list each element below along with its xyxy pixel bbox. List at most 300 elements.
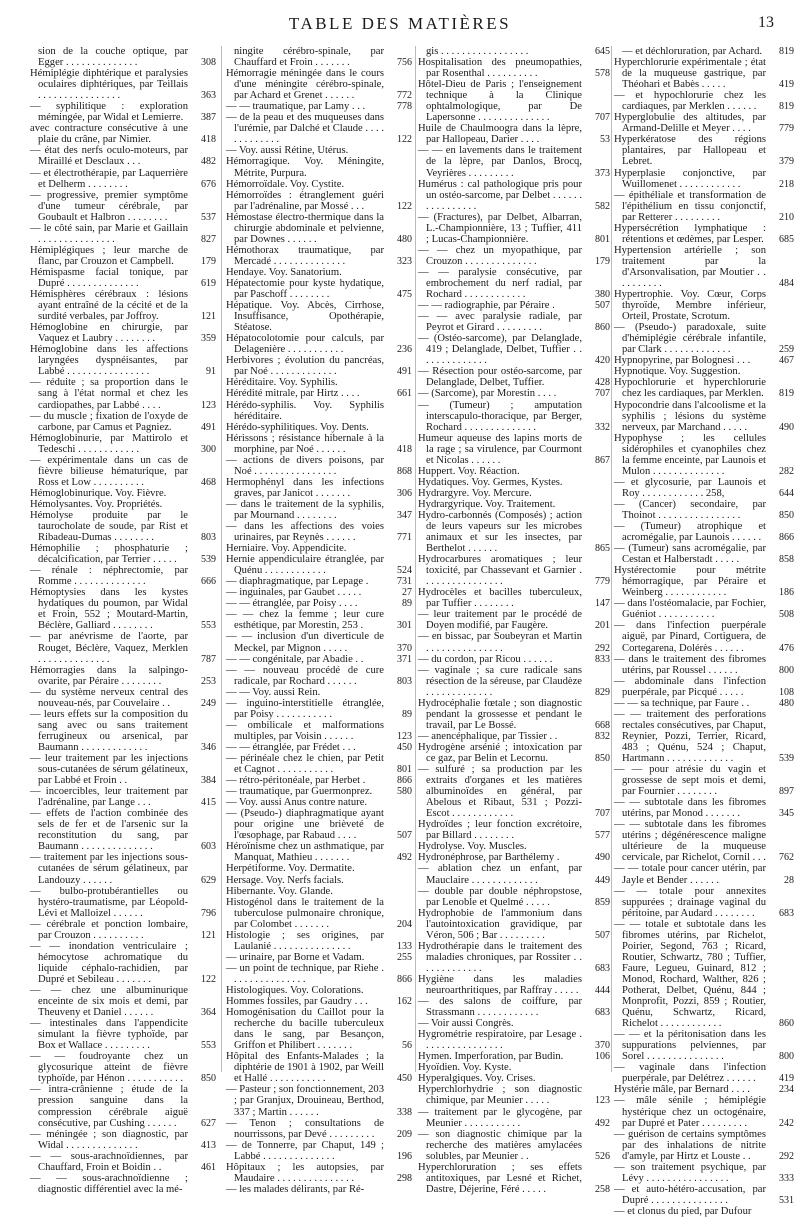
- index-entry: [614, 1062, 794, 1084]
- entry-text: — — totale pour cancer utérin, par Jayle et Bender . . . . . .: [614, 863, 766, 886]
- index-entry: [614, 676, 794, 698]
- index-entry: [614, 322, 794, 355]
- entry-text: — dans le traitement de la syphilis, par Mournand . . . . . . . .: [226, 498, 384, 521]
- entry-page-ref: 476: [779, 642, 794, 654]
- entry-text: Hydrargyre. Voy. Mercure.: [418, 487, 532, 499]
- index-entry: [226, 797, 412, 808]
- entry-text: Hémostase électro-thermique dans la chirurgie abdominale et pelvienne, par Downes . . . . . .: [226, 211, 384, 245]
- entry-page-ref: 420: [595, 355, 610, 367]
- entry-page-ref: 379: [779, 156, 794, 168]
- entry-text: — urinaire, par Borne et Vadam.: [226, 951, 365, 963]
- entry-text: — son traitement psychique, par Lévy . . . . . . . . . . . . . . . .: [614, 1161, 766, 1184]
- index-entry: [226, 930, 412, 952]
- index-entry: [30, 488, 216, 499]
- entry-page-ref: 619: [201, 277, 216, 289]
- index-entry: [226, 422, 412, 433]
- entry-page-ref: 419: [779, 79, 794, 91]
- entry-page-ref: 537: [201, 211, 216, 223]
- index-column-2: [226, 46, 412, 1195]
- entry-text: — de Tonnerre, par Chaput, 149 ; Labbé . . . . . . . . . . . . . .: [226, 1139, 384, 1162]
- entry-page-ref: 577: [595, 830, 610, 842]
- entry-text: Hernie appendiculaire étranglée, par Quénu . . . . . . . . . . . .: [226, 554, 384, 577]
- index-entry: [418, 1062, 610, 1073]
- entry-text: — réduite ; sa proportion dans le sang à l'état normal et chez les cardiopathes, par Labbé . . . .: [30, 377, 188, 411]
- entry-text: Herpétiforme. Voy. Dermatite.: [226, 863, 355, 875]
- entry-text: — Voy. aussi Rétine, Utérus.: [226, 145, 349, 157]
- entry-page-ref: 482: [201, 156, 216, 168]
- entry-text: — mâle sénile ; hémiplégie hystérique chez un octogénaire, par Dupré et Pater . . . . . . . . .: [614, 1095, 766, 1129]
- index-entry: [614, 1162, 794, 1184]
- page-header: [0, 0, 800, 40]
- entry-text: — (Sarcome), par Morestin . . . .: [418, 388, 557, 400]
- index-entry: [226, 477, 412, 499]
- entry-text: — — sous-arachnoïdienne ; diagnostic différentiel avec la mé-: [30, 1172, 188, 1195]
- entry-page-ref: 683: [595, 962, 610, 974]
- entry-text: — épithéliale et transformation de l'épithélium en tissu conjonctif, par Retterer . . . . . . . . .: [614, 189, 766, 223]
- entry-text: — — sa technique, par Faure . .: [614, 697, 750, 709]
- entry-page-ref: 450: [397, 741, 412, 753]
- entry-page-ref: 444: [595, 984, 610, 996]
- index-entry: [226, 963, 412, 985]
- entry-text: — — chez un myopathique, par Crouzon . . . . . . . . . . . . . .: [418, 244, 582, 267]
- entry-text: Hydrocarbures aromatiques ; leur toxicité, par Chassevant et Garnier . . . . . . . . . . . . . . . .: [418, 554, 582, 588]
- index-entry: [226, 521, 412, 543]
- entry-text: — dans les affections des voies urinaires, par Reynès . . . . . .: [226, 521, 384, 544]
- entry-page-ref: 829: [595, 686, 610, 698]
- index-entry: [614, 797, 794, 819]
- entry-page-ref: 123: [595, 1095, 610, 1107]
- entry-page-ref: 236: [397, 344, 412, 356]
- entry-text: Hypnotique. Voy. Suggestion.: [614, 366, 741, 378]
- index-entry: [418, 488, 610, 499]
- entry-text: Hypocondrie dans l'alcoolisme et la syphilis ; lésions du système nerveux, par Marchand . . . . .: [614, 399, 766, 433]
- entry-text: — — sous-arachnoïdiennes, par Chauffard, Froin et Boidin . .: [30, 1150, 188, 1173]
- index-entry: [418, 499, 610, 510]
- entry-text: Hystérectomie pour métrite hémorragique, par Péraire et Weinberg . . . . . . . . . . . .: [614, 565, 766, 599]
- entry-text: Herniaire. Voy. Appendicite.: [226, 543, 347, 555]
- entry-page-ref: 800: [779, 664, 794, 676]
- index-entry: [418, 996, 610, 1018]
- entry-page-ref: 819: [779, 101, 794, 113]
- entry-page-ref: 370: [595, 1040, 610, 1052]
- index-entry: [226, 863, 412, 874]
- entry-page-ref: 627: [201, 1117, 216, 1129]
- index-entry: [30, 786, 216, 808]
- entry-text: Hémorroïdes : étranglement guéri par l'adrénaline, par Mossé . . .: [226, 189, 384, 212]
- entry-page-ref: 162: [397, 996, 412, 1008]
- entry-page-ref: 859: [595, 896, 610, 908]
- entry-page-ref: 490: [595, 852, 610, 864]
- index-entry: [418, 1018, 610, 1029]
- entry-text: Homogénisation du Caillot pour la recherche du bacille tuberculeux dans le sang, par Besançon, Griffon et Philibert . . . . . . .: [226, 1007, 384, 1052]
- index-entry: [418, 366, 610, 388]
- entry-page-ref: 338: [397, 1106, 412, 1118]
- entry-text: — actions de divers poisons, par Noé . . . . . . . . . . . . . . . .: [226, 454, 384, 477]
- entry-page-ref: 210: [779, 211, 794, 223]
- entry-page-ref: 833: [595, 653, 610, 665]
- entry-text: — par anévrisme de l'aorte, par Rouget, Béclère, Vaquez, Merklen . . . . . . . . . . . . . .: [30, 631, 188, 665]
- index-entry: [418, 941, 610, 974]
- index-entry: [226, 400, 412, 422]
- entry-page-ref: 661: [397, 388, 412, 400]
- entry-text: — Voy. aussi Anus contre nature.: [226, 797, 368, 809]
- index-entry: [418, 631, 610, 653]
- index-entry: [418, 698, 610, 731]
- entry-page-ref: 803: [201, 532, 216, 544]
- index-entry: [30, 411, 216, 433]
- entry-text: — périnéale chez le chien, par Petit et Cagnot . . . . . . . . . . .: [226, 753, 384, 776]
- index-entry: [226, 46, 412, 68]
- index-entry: [614, 433, 794, 477]
- entry-page-ref: 121: [201, 311, 216, 323]
- index-entry: [30, 543, 216, 565]
- entry-page-ref: 56: [402, 1040, 412, 1052]
- entry-text: Héréditaire. Voy. Syphilis.: [226, 377, 338, 389]
- index-entry: [418, 267, 610, 300]
- index-entry: [30, 223, 216, 245]
- entry-page-ref: 121: [201, 929, 216, 941]
- index-entry: [614, 400, 794, 433]
- entry-text: Hémolysantes. Voy. Propriétés.: [30, 498, 163, 510]
- index-entry: [30, 377, 216, 410]
- entry-page-ref: 179: [595, 255, 610, 267]
- entry-page-ref: 796: [201, 907, 216, 919]
- index-entry: [418, 388, 610, 399]
- entry-text: Hémolyse produite par le taurocholate de soude, par Rist et Ribadeau-Dumas . . . . . . . .: [30, 509, 188, 544]
- index-entry: [30, 919, 216, 941]
- entry-text: — dans l'infection puerpérale aiguë, par Pinard, Cortiguera, de Cortegarena, Dolérès . . . . . .: [614, 620, 766, 654]
- entry-text: — du système nerveux central des nouveau-nés, par Couvelaire . .: [30, 686, 188, 709]
- entry-text: Huppert. Voy. Réaction.: [418, 465, 520, 477]
- entry-page-ref: 122: [201, 973, 216, 985]
- entry-text: Hommes fossiles, par Gaudry . . .: [226, 996, 368, 1008]
- entry-page-ref: 106: [595, 1051, 610, 1063]
- index-entry: [226, 433, 412, 455]
- index-entry: [418, 908, 610, 941]
- entry-page-ref: 507: [595, 300, 610, 312]
- entry-text: Hyperchlorurie expérimentale ; état de la muqueuse gastrique, par Théohari et Babès . . . . .: [614, 57, 766, 91]
- entry-page-ref: 508: [779, 609, 794, 621]
- entry-text: — — en lavements dans le traitement de la lèpre, par Danlos, Brocq, Veyrières . . . . . . . . .: [418, 145, 582, 179]
- index-entry: [30, 665, 216, 687]
- entry-page-ref: 415: [201, 797, 216, 809]
- index-entry: [418, 665, 610, 698]
- index-entry: [30, 433, 216, 455]
- entry-page-ref: 373: [595, 167, 610, 179]
- entry-text: — inguinales, par Gaubet . . . . .: [226, 587, 362, 599]
- entry-page-ref: 539: [779, 753, 794, 764]
- entry-text: Hydrolyse. Voy. Muscles.: [418, 841, 527, 853]
- entry-page-ref: 803: [397, 675, 412, 687]
- entry-text: — et clonus du pied, par Dufour: [614, 1205, 752, 1217]
- entry-text: — — radiographie, par Péraire .: [418, 300, 555, 312]
- entry-text: Hérissons ; résistance hibernale à la morphine, par Noé . . . . . .: [226, 432, 384, 455]
- index-entry: [614, 377, 794, 399]
- entry-text: — et hypochlorurie chez les cardiaques, par Merklen . . . . . .: [614, 90, 766, 113]
- entry-text: — — paralysie consécutive, par embrochement du nerf radial, par Rochard . . . . . . . . . . . .: [418, 266, 582, 301]
- entry-page-ref: 492: [397, 852, 412, 864]
- entry-text: Humérus : cal pathologique pris pour un ostéo-sarcome, par Delbet . . . . . . . . . . . . . . . .: [418, 178, 582, 212]
- entry-page-ref: 461: [201, 1161, 216, 1173]
- entry-text: Hémothorax traumatique, par Mercadé . . . . . . . . . . . . . .: [226, 244, 384, 267]
- index-entry: [30, 565, 216, 587]
- entry-page-ref: 491: [201, 421, 216, 433]
- index-column-1: [30, 46, 216, 1195]
- index-entry: [418, 1162, 610, 1195]
- entry-text: Hygiène dans les maladies neuroarthritiques, par Raffray . . . . .: [418, 973, 582, 996]
- entry-page-ref: 827: [201, 233, 216, 245]
- entry-text: — (Fractures), par Delbet, Albarran, L.-Championnière, 13 ; Tuffier, 411 ; Lucas-Championnière.: [418, 211, 582, 245]
- entry-text: Hérédo-syphilitiques. Voy. Dents.: [226, 421, 369, 433]
- index-entry: [418, 731, 610, 742]
- entry-text: — — traumatique, par Lamy . . .: [226, 101, 366, 113]
- entry-text: — (Tumeur) sans acromégalie, par Cestan et Halberstadt . . . . .: [614, 543, 766, 566]
- entry-page-ref: 553: [201, 620, 216, 632]
- entry-text: ningite cérébro-spinale, par Chauffard et Froin . . . . . . .: [234, 46, 384, 69]
- index-entry: [226, 631, 412, 653]
- entry-page-ref: 91: [206, 366, 216, 378]
- index-entry: [30, 190, 216, 223]
- entry-page-ref: 370: [397, 642, 412, 654]
- entry-text: sion de la couche optique, par Egger . . . . . . . . . . . . . .: [38, 46, 188, 69]
- entry-text: — rénale : néphrectomie, par Romme . . . . . . . . . . . . . .: [30, 565, 188, 588]
- entry-text: — du muscle ; fixation de l'oxyde de carbone, par Camus et Pagniez.: [30, 410, 188, 433]
- index-entry: [614, 289, 794, 322]
- entry-text: — rétro-péritonéale, par Herbet .: [226, 775, 366, 787]
- index-entry: [226, 875, 412, 886]
- entry-page-ref: 524: [397, 565, 412, 577]
- entry-page-ref: 301: [397, 620, 412, 632]
- entry-text: — double par double néphropstose, par Lenoble et Quelmé . . . . .: [418, 885, 582, 908]
- index-entry: [614, 190, 794, 223]
- entry-page-ref: 480: [779, 697, 794, 709]
- index-entry: [418, 46, 610, 57]
- entry-page-ref: 255: [397, 951, 412, 963]
- index-entry: [418, 145, 610, 178]
- index-entry: [226, 1118, 412, 1140]
- index-entry: [226, 996, 412, 1007]
- entry-page-ref: 582: [595, 200, 610, 212]
- index-entry: [614, 886, 794, 919]
- index-entry: [30, 1151, 216, 1173]
- entry-page-ref: 428: [595, 377, 610, 389]
- index-entry: [614, 863, 794, 885]
- entry-text: — incoercibles, leur traitement par l'adrénaline, par Lange . . .: [30, 786, 188, 809]
- index-entry: [30, 145, 216, 167]
- entry-page-ref: 298: [397, 1172, 412, 1184]
- index-entry: [30, 1084, 216, 1128]
- entry-page-ref: 492: [595, 1117, 610, 1129]
- entry-text: — (Pseudo-) diaphragmatique ayant pour origine une brièveté de l'œsophage, par Rabaud . . . .: [226, 808, 384, 842]
- entry-page-ref: 475: [397, 289, 412, 301]
- entry-page-ref: 364: [201, 1007, 216, 1019]
- index-entry: [226, 101, 412, 112]
- entry-text: Hémoptysies dans les kystes hydatiques du poumon, par Widal et Froin, 552 ; Moutard-Martin, Béclère, Galliard . . . . . . . .: [30, 587, 188, 632]
- index-column-4: [614, 46, 794, 1217]
- index-column-3: [418, 46, 610, 1195]
- entry-text: — cérébrale et ponction lombaire, par Crouzon . . . . . . . . . .: [30, 918, 188, 941]
- entry-text: Hémophilie ; phosphaturie ; décalcification, par Terrier . . . . .: [30, 543, 188, 566]
- index-entry: [226, 609, 412, 631]
- index-entry: [614, 698, 794, 709]
- index-entry: [614, 1095, 794, 1128]
- index-entry: [30, 499, 216, 510]
- entry-text: — — traitement des perforations rectales consécutives, par Chaput, Reynier, Pozzi, Terrier, Ricard, 483 ; Quénu, 524 ; Chaput, Hartmann . . . . . . . . . . . . .: [614, 708, 766, 764]
- entry-page-ref: 707: [595, 112, 610, 124]
- entry-text: Hémisphères cérébraux : lésions ayant entraîné de la cécité et de la surdité verbales, par Joffroy.: [30, 289, 188, 323]
- entry-text: — (Ostéo-sarcome), par Delanglade, 419 ; Delanglade, Delbet, Tuffier . . . . . . . . . . . . . .: [418, 333, 582, 367]
- index-entry: [30, 687, 216, 709]
- entry-page-ref: 89: [402, 708, 412, 720]
- entry-text: Hypnopyrine, par Bolognesi . . .: [614, 355, 751, 367]
- entry-page-ref: 300: [201, 443, 216, 455]
- entry-text: Hémorragique. Voy. Méningite, Métrite, Purpura.: [226, 156, 384, 179]
- entry-page-ref: 418: [201, 134, 216, 146]
- index-entry: [30, 322, 216, 344]
- index-entry: [30, 587, 216, 631]
- index-entry: [30, 808, 216, 852]
- entry-page-ref: 345: [779, 808, 794, 820]
- entry-text: — Voir aussi Congrès.: [418, 1018, 514, 1030]
- entry-text: — effets de l'action combinée des sels de fer et de l'arsenic sur la reconstitution du sang, par Baumann . . . . . . . . . . . . . .: [30, 808, 188, 853]
- index-entry: [226, 300, 412, 333]
- index-entry: [30, 289, 216, 322]
- entry-text: — du cordon, par Ricou . . . . . .: [418, 653, 553, 665]
- entry-page-ref: 866: [397, 775, 412, 787]
- index-entry: [418, 764, 610, 819]
- entry-text: Hystérie mâle, par Bernard . . . .: [614, 1084, 750, 1096]
- index-entry: [226, 156, 412, 178]
- entry-text: Hyoïdien. Voy. Kyste.: [418, 1062, 512, 1074]
- entry-text: Hémoglobine en chirurgie, par Vaquez et Laubry . . . . . . . .: [30, 322, 188, 345]
- index-entry: [614, 764, 794, 797]
- entry-text: — son diagnostic chimique par la recherche des matières amylacées solubles, par Meunier . .: [418, 1128, 582, 1162]
- index-entry: [614, 245, 794, 289]
- entry-page-ref: 468: [201, 476, 216, 488]
- entry-page-ref: 866: [397, 973, 412, 985]
- entry-page-ref: 676: [201, 178, 216, 190]
- entry-page-ref: 491: [397, 366, 412, 378]
- index-entry: [418, 466, 610, 477]
- index-entry: [418, 1084, 610, 1106]
- entry-page-ref: 28: [784, 874, 794, 886]
- entry-page-ref: 450: [397, 1073, 412, 1085]
- index-entry: [226, 587, 412, 598]
- index-entry: [418, 333, 610, 366]
- index-entry: [614, 46, 794, 57]
- index-entry: [614, 1206, 794, 1217]
- entry-text: Hépatique. Voy. Abcès, Cirrhose, Insuffisance, Opothérapie, Stéatose.: [226, 300, 384, 334]
- index-entry: [226, 554, 412, 576]
- entry-page-ref: 580: [397, 786, 412, 798]
- entry-text: — — totale et subtotale dans les fibromes utérins, par Richelot, Poirier, Segond, 763 ; Ricard, Routier, Schwartz, 780 ; Tuffier, Faure, Legueu, Guinard, 812 ; Monod, Rochard, Walther, 826 ; Potherat, Delbet, Quénu, 844 ; Monprofit, Pozzi, 859 ; Routier, Quénu, Schwartz, Ricard, Richelot . . . . . . . . . . . .: [614, 918, 766, 1030]
- entry-text: Hémoglobine dans les affections laryngées dyspnéisantes, par Labbé . . . . . . . . . . . . . . . .: [30, 344, 188, 378]
- index-entry: [418, 433, 610, 466]
- entry-text: Hymen. Imperforation, par Budin.: [418, 1051, 564, 1063]
- entry-page-ref: 779: [595, 576, 610, 588]
- entry-page-ref: 668: [595, 719, 610, 731]
- entry-page-ref: 259: [779, 344, 794, 356]
- entry-page-ref: 866: [779, 532, 794, 544]
- index-entry: [418, 554, 610, 587]
- entry-page-ref: 258: [595, 1183, 610, 1195]
- index-entry: [226, 1051, 412, 1084]
- entry-text: — — étranglée, par Frédet . . .: [226, 741, 356, 753]
- entry-text: — bulbo-protubérantielles ou hystéro-traumatisme, par Léopold-Lévi et Malloizel . . . . . .: [30, 885, 188, 919]
- entry-text: Histologiques. Voy. Colorations.: [226, 984, 364, 996]
- entry-page-ref: 666: [201, 576, 216, 588]
- entry-text: Hersage. Voy. Nerfs facials.: [226, 874, 344, 886]
- entry-page-ref: 644: [779, 487, 794, 499]
- index-entry: [418, 587, 610, 609]
- entry-page-ref: 603: [201, 841, 216, 853]
- entry-text: — — étranglée, par Poisy . . . .: [226, 598, 358, 610]
- index-entry: [226, 841, 412, 863]
- entry-text: — et glycosurie, par Launois et Roy . . . . . . . . . . . . 258,: [614, 476, 766, 499]
- index-entry: [226, 499, 412, 521]
- entry-page-ref: 147: [595, 598, 610, 610]
- entry-page-ref: 384: [201, 775, 216, 787]
- entry-page-ref: 413: [201, 1139, 216, 1151]
- index-entry: [418, 742, 610, 764]
- entry-page-ref: 850: [779, 509, 794, 521]
- index-entry: [614, 709, 794, 764]
- entry-text: — Résection pour ostéo-sarcome, par Delanglade, Delbet, Tuffier.: [418, 366, 582, 389]
- index-entry: [418, 245, 610, 267]
- entry-page-ref: 292: [595, 642, 610, 654]
- entry-page-ref: 860: [779, 1018, 794, 1030]
- entry-page-ref: 467: [779, 355, 794, 367]
- entry-text: — vaginale ; sa cure radicale sans résection de la séreuse, par Claudèze . . . . . . . . . . . . .: [418, 664, 582, 698]
- entry-page-ref: 306: [397, 487, 412, 499]
- entry-page-ref: 707: [595, 808, 610, 820]
- index-entry: [30, 344, 216, 377]
- entry-page-ref: 133: [397, 940, 412, 952]
- index-entry: [418, 974, 610, 996]
- index-entry: [418, 1051, 610, 1062]
- index-entry: [614, 1084, 794, 1095]
- entry-text: — les malades délirants, par Ré-: [226, 1183, 365, 1195]
- index-entry: [614, 1129, 794, 1162]
- entry-text: Hendaye. Voy. Sanatorium.: [226, 266, 342, 278]
- entry-page-ref: 242: [779, 1117, 794, 1129]
- entry-page-ref: 685: [779, 233, 794, 245]
- entry-text: Hypersécrétion lymphatique : rétentions et œdèmes, par Lesper.: [614, 222, 766, 245]
- index-entry: [226, 1007, 412, 1051]
- entry-text: Huile de Chaulmoogra dans la lèpre, par Hallopeau, Darier . . . .: [418, 123, 582, 146]
- entry-text: Hémorragie méningée dans le cours d'une méningite cérébro-spinale, par Achard et Grenet . . . . . .: [226, 68, 384, 102]
- index-entry: [226, 1140, 412, 1162]
- entry-text: — — nouveau procédé de cure radicale, par Rochard . . . . . .: [226, 664, 384, 687]
- index-entry: [226, 576, 412, 587]
- entry-page-ref: 526: [595, 1150, 610, 1162]
- entry-text: — inguino-interstitielle étranglée, par Poisy . . . . . . . . . . .: [226, 697, 384, 720]
- entry-text: — le côté sain, par Marie et Gaillain . . . . . . . . . . . . . . .: [30, 222, 188, 245]
- entry-text: — — foudroyante chez un glycosurique atteint de fièvre typhoïde, par Hénon . . . . . . . . . . .: [30, 1051, 188, 1085]
- entry-text: — anencéphalique, par Tissier . .: [418, 730, 558, 742]
- entry-page-ref: 419: [779, 1073, 794, 1085]
- index-entry: [30, 985, 216, 1018]
- entry-text: Hydro-carbonnés (Composés) ; action de leurs vapeurs sur les microbes animaux et sur les insectes, par Berthelot . . . . . .: [418, 509, 582, 555]
- entry-text: Hibernante. Voy. Glande.: [226, 885, 333, 897]
- index-entry: [226, 190, 412, 212]
- index-entry: [30, 886, 216, 919]
- entry-page-ref: 123: [397, 730, 412, 742]
- index-entry: [418, 400, 610, 433]
- entry-page-ref: 332: [595, 421, 610, 433]
- entry-text: Hypochlorurie et hyperchlorurie chez les cardiaques, par Merklen.: [614, 377, 766, 400]
- index-entry: [226, 1084, 412, 1117]
